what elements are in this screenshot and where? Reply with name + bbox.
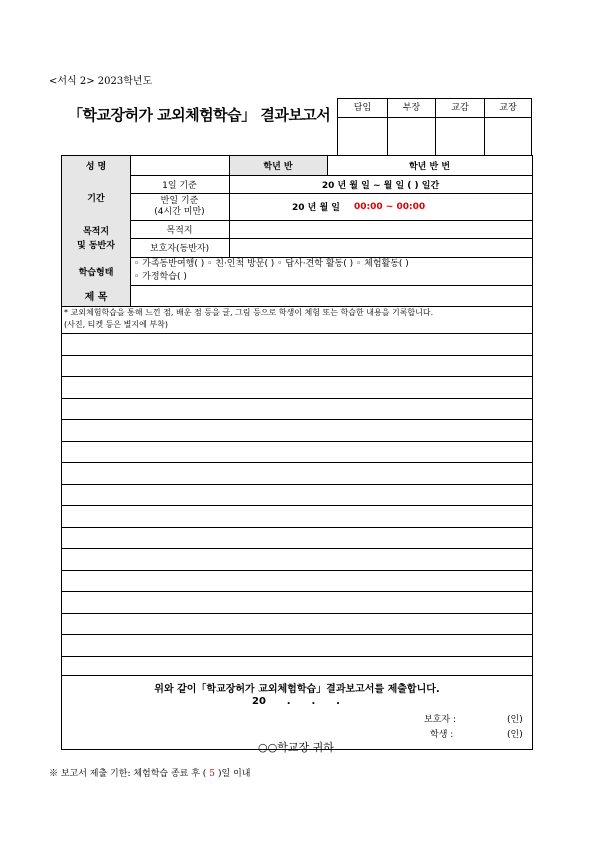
student-seal[interactable]: (인) bbox=[507, 730, 523, 740]
half-day-time: 00:00 ~ 00:00 bbox=[354, 201, 426, 212]
guardian-field[interactable] bbox=[229, 238, 532, 257]
half-day-label-line1: 반일 기준 bbox=[160, 195, 199, 206]
instruction-line1: * 교외체험학습을 통해 느낀 점, 배운 점 등을 글, 그림 등으로 학생이 체험 또는 학습한 내용을 기록합니다. bbox=[64, 308, 434, 317]
subject-label: 제 목 bbox=[62, 285, 130, 306]
deadline-days: 5 bbox=[209, 769, 216, 779]
document-title: 「학교장허가 교외체험학습」 결과보고서 bbox=[68, 106, 331, 124]
approval-label: 부장 bbox=[388, 99, 435, 118]
addressee: ○○학교장 귀하 bbox=[258, 741, 334, 754]
instruction-line2: (사진, 티켓 등은 별지에 부착) bbox=[64, 320, 168, 329]
deadline-suffix: )일 이내 bbox=[218, 769, 251, 779]
approval-label: 담임 bbox=[338, 99, 387, 118]
destination-label-line1: 목적지 bbox=[82, 226, 110, 237]
name-label: 성 명 bbox=[62, 156, 130, 175]
submission-deadline-note bbox=[49, 766, 251, 779]
period-label: 기간 bbox=[62, 175, 130, 220]
learning-type-options[interactable] bbox=[134, 257, 532, 285]
half-day-field[interactable] bbox=[292, 193, 532, 220]
half-day-label-line2: (4시간 미만) bbox=[154, 206, 205, 217]
form-id: <서식 2> 2023학년도 bbox=[49, 76, 153, 87]
half-day-date: 20 년 월 일 bbox=[292, 203, 341, 213]
learning-options-line1: ◦ 가족동반여행( ) ◦ 친·인척 방문( ) ◦ 답사·견학 활동( ) ◦ 체험활동( ) bbox=[134, 259, 409, 269]
learning-options-line2: ◦ 가정학습( ) bbox=[134, 272, 187, 282]
student-sign-label: 학생 : bbox=[430, 730, 454, 740]
date-line[interactable]: 20 . . . bbox=[252, 696, 340, 707]
approval-label: 교감 bbox=[436, 99, 484, 118]
deadline-prefix: ※ 보고서 제출 기한: 체험학습 종료 후 ( bbox=[49, 769, 207, 779]
grade-field[interactable]: 학년 반 번 bbox=[408, 162, 451, 172]
approval-label: 교장 bbox=[485, 99, 531, 118]
grade-label: 학년 반 bbox=[229, 156, 327, 175]
destination-label bbox=[62, 220, 130, 257]
destination-sub-label: 목적지 bbox=[166, 225, 193, 236]
learning-type-label: 학습형태 bbox=[62, 257, 130, 285]
half-day-label bbox=[130, 193, 229, 220]
report-form bbox=[61, 155, 533, 754]
writing-area[interactable] bbox=[62, 307, 532, 675]
full-day-label: 1일 기준 bbox=[162, 180, 197, 191]
guardian-seal[interactable]: (인) bbox=[507, 715, 523, 725]
submit-statement: 위와 같이「학교장허가 교외체험학습」결과보고서를 제출합니다. bbox=[154, 684, 440, 695]
subject-field[interactable] bbox=[130, 285, 532, 306]
approval-vice-principal[interactable] bbox=[435, 99, 484, 155]
approval-box bbox=[337, 98, 532, 156]
approval-principal[interactable] bbox=[484, 99, 531, 155]
destination-label-line2: 및 동반자 bbox=[77, 240, 115, 251]
guardian-sign-label: 보호자 : bbox=[424, 715, 456, 725]
name-field[interactable] bbox=[130, 156, 229, 175]
approval-homeroom[interactable] bbox=[338, 99, 387, 155]
approval-head[interactable] bbox=[387, 99, 435, 155]
destination-field[interactable] bbox=[229, 220, 532, 238]
full-day-field[interactable]: 20 년 월 일 ~ 월 일 ( ) 일간 bbox=[321, 180, 440, 191]
guardian-sub-label: 보호자(동반자) bbox=[149, 244, 210, 254]
